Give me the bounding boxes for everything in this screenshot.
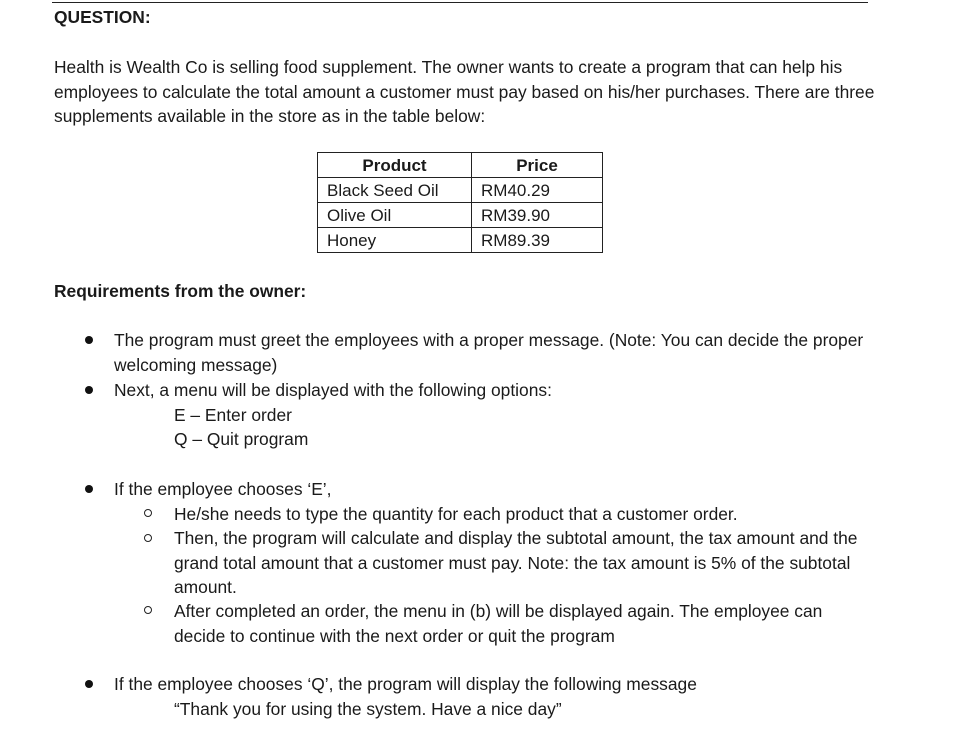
bullet-icon <box>85 386 93 394</box>
header-price: Price <box>472 153 603 178</box>
menu-option-quit: Q – Quit program <box>174 429 309 449</box>
top-rule <box>52 2 868 3</box>
bullet-icon <box>85 485 93 493</box>
price-cell: RM89.39 <box>472 228 603 253</box>
requirement-enter: If the employee chooses ‘E’, <box>114 479 332 499</box>
question-heading: QUESTION: <box>54 7 151 27</box>
price-cell: RM39.90 <box>472 203 603 228</box>
bullet-icon <box>85 680 93 688</box>
sub-bullet-icon <box>144 534 152 542</box>
product-cell: Olive Oil <box>318 203 472 228</box>
table-header-row <box>318 153 603 178</box>
enter-step-calculate: Then, the program will calculate and display the subtotal amount, the tax amount and the grand total amount that a customer must pay. Note: the tax amount is 5% of the subtotal amount. <box>174 528 858 597</box>
quit-message: “Thank you for using the system. Have a nice day” <box>174 699 562 719</box>
table-row <box>318 228 603 253</box>
bullet-icon <box>85 336 93 344</box>
sub-bullet-icon <box>144 606 152 614</box>
requirement-menu: Next, a menu will be displayed with the following options: <box>114 380 552 400</box>
menu-option-enter: E – Enter order <box>174 405 292 425</box>
requirement-greeting: The program must greet the employees with a proper message. (Note: You can decide the proper welcoming message) <box>114 330 864 375</box>
sub-bullet-icon <box>144 509 152 517</box>
product-cell: Black Seed Oil <box>318 178 472 203</box>
intro-paragraph: Health is Wealth Co is selling food supplement. The owner wants to create a program that can help his employees to calculate the total amount a customer must pay based on his/her purchases. There are three supplements available in the store as in the table below: <box>54 57 875 126</box>
requirements-heading: Requirements from the owner: <box>54 281 307 301</box>
header-product: Product <box>318 153 472 178</box>
enter-step-repeat: After completed an order, the menu in (b) will be displayed again. The employee can decide to continue with the next order or quit the program <box>174 601 823 646</box>
table-row <box>318 178 603 203</box>
table-row <box>318 203 603 228</box>
product-cell: Honey <box>318 228 472 253</box>
price-cell: RM40.29 <box>472 178 603 203</box>
price-table <box>317 152 603 253</box>
requirement-quit: If the employee chooses ‘Q’, the program will display the following message <box>114 674 697 694</box>
enter-step-quantity: He/she needs to type the quantity for each product that a customer order. <box>174 504 738 524</box>
